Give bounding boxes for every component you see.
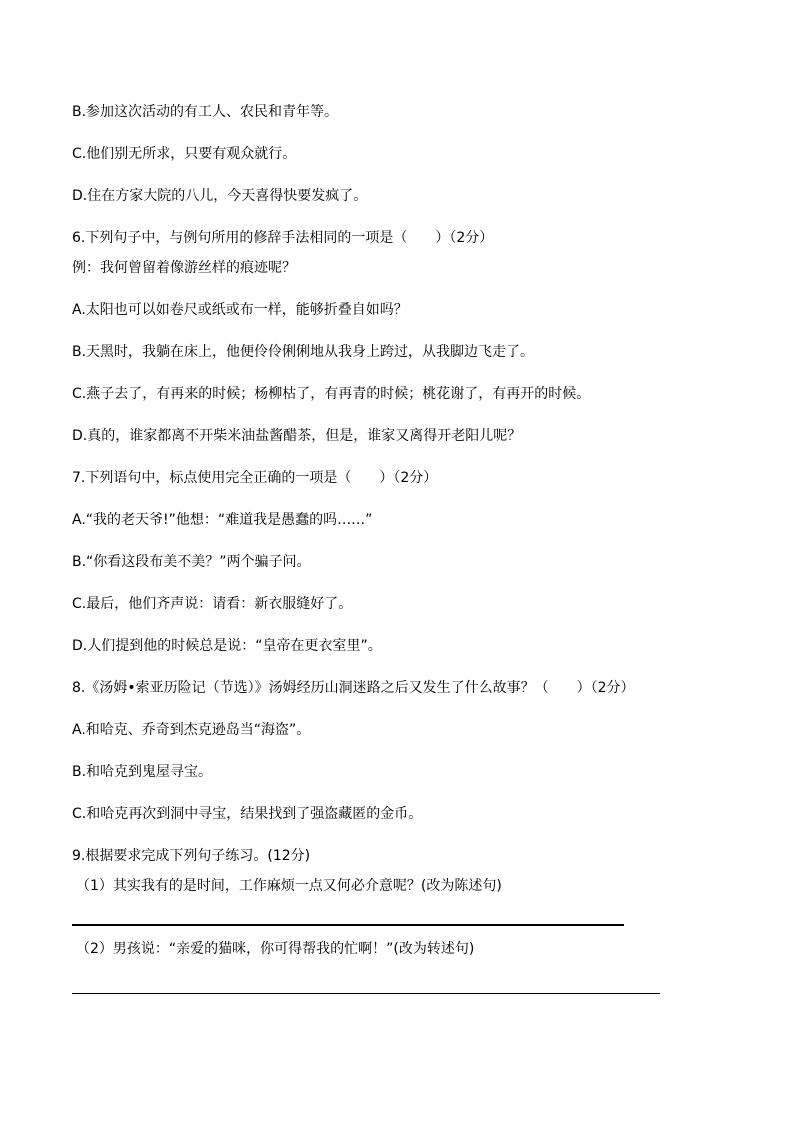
answer-line-2[interactable] bbox=[72, 993, 660, 994]
option-c-q7: C.最后，他们齐声说：请看：新衣服缝好了。 bbox=[72, 596, 353, 612]
option-b-q8: B.和哈克到鬼屋寻宝。 bbox=[72, 764, 213, 780]
option-c-q8: C.和哈克再次到洞中寻宝，结果找到了强盗藏匿的金币。 bbox=[72, 806, 423, 822]
question-8: 8.《汤姆•索亚历险记（节选）》汤姆经历山洞迷路之后又发生了什么故事？（ ）（2分） bbox=[72, 680, 635, 696]
option-a-q6: A.太阳也可以如卷尺或纸或布一样，能够折叠自如吗？ bbox=[72, 302, 408, 318]
option-c-q5: C.他们别无所求，只要有观众就行。 bbox=[72, 146, 297, 162]
option-b-q5: B.参加这次活动的有工人、农民和青年等。 bbox=[72, 104, 339, 120]
question-9-part-2: （2）男孩说：“亲爱的猫咪，你可得帮我的忙啊！”(改为转述句) bbox=[76, 941, 475, 957]
option-b-q6: B.天黑时，我躺在床上，他便伶伶俐俐地从我身上跨过，从我脚边飞走了。 bbox=[72, 344, 535, 360]
option-d-q6: D.真的，谁家都离不开柴米油盐酱醋茶，但是，谁家又离得开老阳儿呢？ bbox=[72, 428, 522, 444]
question-6-example: 例：我何曾留着像游丝样的痕迹呢？ bbox=[72, 260, 296, 276]
question-7: 7.下列语句中，标点使用完全正确的一项是（ ）（2分） bbox=[72, 470, 438, 486]
option-a-q7: A.“我的老天爷!”他想：“难道我是愚蠢的吗……” bbox=[72, 512, 373, 528]
answer-line-1[interactable] bbox=[72, 924, 624, 926]
option-d-q7: D.人们提到他的时候总是说：“皇帝在更衣室里”。 bbox=[72, 638, 382, 654]
option-c-q6: C.燕子去了，有再来的时候；杨柳枯了，有再青的时候；桃花谢了，有再开的时候。 bbox=[72, 386, 591, 402]
option-d-q5: D.住在方家大院的八儿，今天喜得快要发疯了。 bbox=[72, 188, 368, 204]
option-b-q7: B.“你看这段布美不美？”两个骗子问。 bbox=[72, 554, 311, 570]
question-9: 9.根据要求完成下列句子练习。(12分) bbox=[72, 848, 311, 864]
question-9-part-1: （1）其实我有的是时间，工作麻烦一点又何必介意呢？(改为陈述句) bbox=[76, 878, 502, 894]
question-6: 6.下列句子中，与例句所用的修辞手法相同的一项是（ ）（2分） bbox=[72, 230, 494, 246]
option-a-q8: A.和哈克、乔奇到杰克逊岛当“海盗”。 bbox=[72, 722, 311, 738]
